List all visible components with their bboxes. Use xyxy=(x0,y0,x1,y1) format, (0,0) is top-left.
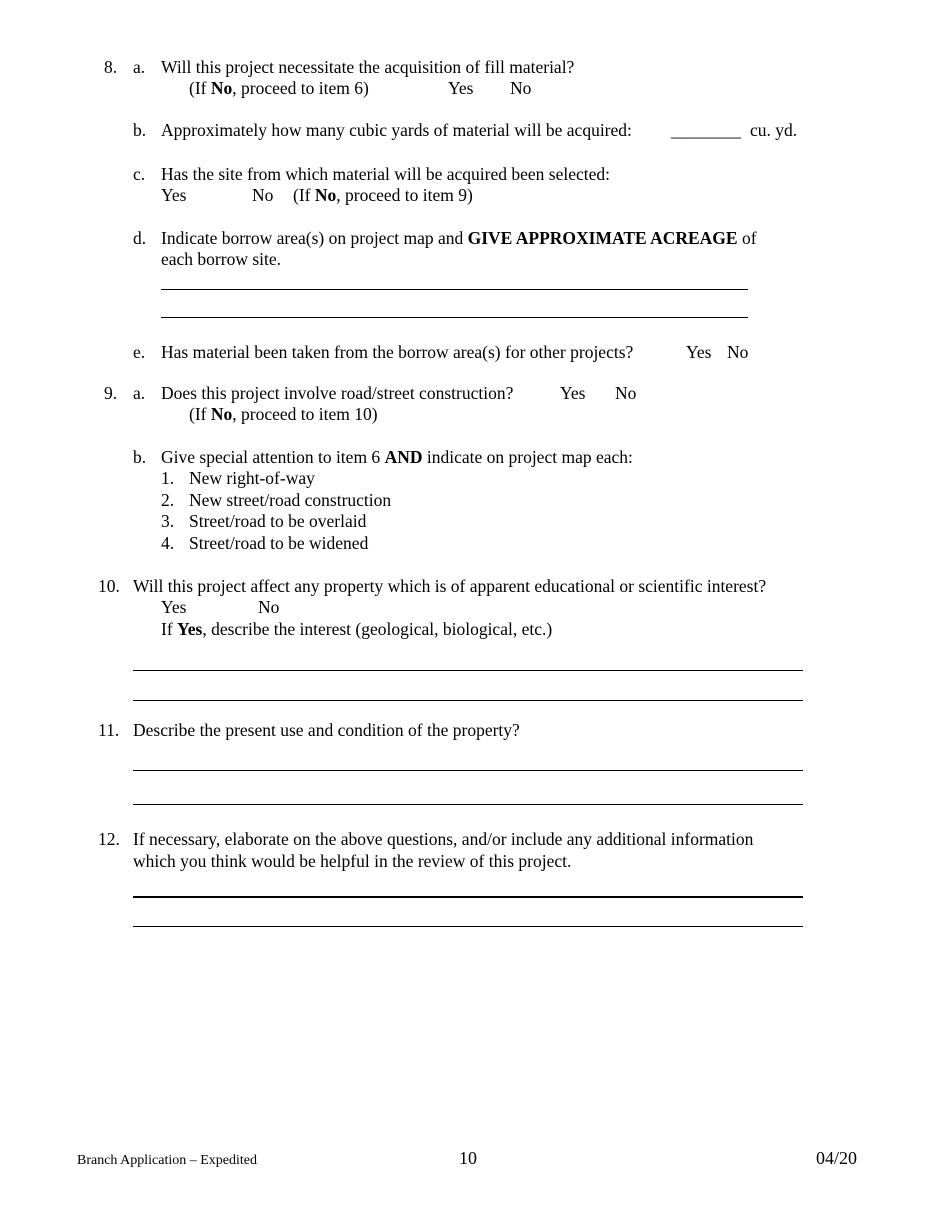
list-item-number: 3. xyxy=(161,511,175,531)
list-item-number: 1. xyxy=(161,468,175,488)
list-item-number: 2. xyxy=(161,490,175,510)
q8c-no-option[interactable]: No xyxy=(252,185,274,205)
q8e-yes-option[interactable]: Yes xyxy=(686,342,712,362)
list-item: New right-of-way xyxy=(189,468,315,488)
q12-answer-line-2[interactable] xyxy=(133,926,803,927)
q10-if-yes-instruction: If Yes, describe the interest (geological, biological, etc.) xyxy=(161,619,553,639)
q9a-yes-option[interactable]: Yes xyxy=(560,383,586,403)
q8b-question: Approximately how many cubic yards of material will be acquired: xyxy=(161,120,632,140)
q10-question: Will this project affect any property which is of apparent educational or scientific interest? xyxy=(133,576,767,596)
q10-answer-line-1[interactable] xyxy=(133,670,803,671)
q8e-no-option[interactable]: No xyxy=(727,342,749,362)
q8a-skip-note: (If No, proceed to item 6) xyxy=(189,78,369,98)
q9a-skip-note: (If No, proceed to item 10) xyxy=(189,404,378,424)
footer-revision-date: 04/20 xyxy=(816,1148,858,1168)
q9a-question: Does this project involve road/street construction? xyxy=(161,383,514,403)
q8b-letter: b. xyxy=(133,120,147,140)
q8d-question: Indicate borrow area(s) on project map and GIVE APPROXIMATE ACREAGE of xyxy=(161,228,757,248)
q8e-letter: e. xyxy=(133,342,146,362)
q9b-question: Give special attention to item 6 AND indicate on project map each: xyxy=(161,447,633,467)
list-item: New street/road construction xyxy=(189,490,392,510)
q11-number: 11. xyxy=(98,720,120,740)
q10-number: 10. xyxy=(98,576,120,596)
q9a-letter: a. xyxy=(133,383,146,403)
q8a-question: Will this project necessitate the acquisition of fill material? xyxy=(161,57,575,77)
q11-answer-line-1[interactable] xyxy=(133,770,803,771)
page-number: 10 xyxy=(459,1148,477,1168)
q8-number: 8. xyxy=(104,57,118,77)
q8d-question-line2: each borrow site. xyxy=(161,249,282,269)
list-item: Street/road to be widened xyxy=(189,533,369,553)
q12-number: 12. xyxy=(98,829,120,849)
q12-question: If necessary, elaborate on the above questions, and/or include any additional information xyxy=(133,829,754,849)
q8d-answer-line-2[interactable] xyxy=(161,317,748,318)
q11-question: Describe the present use and condition of the property? xyxy=(133,720,520,740)
q12-question-line2: which you think would be helpful in the review of this project. xyxy=(133,851,572,871)
q12-answer-line-1[interactable] xyxy=(133,896,803,898)
q8b-unit: cu. yd. xyxy=(750,120,798,140)
q10-no-option[interactable]: No xyxy=(258,597,280,617)
q9b-letter: b. xyxy=(133,447,147,467)
q8a-no-option[interactable]: No xyxy=(510,78,532,98)
q8c-skip-note: (If No, proceed to item 9) xyxy=(293,185,473,205)
q10-yes-option[interactable]: Yes xyxy=(161,597,187,617)
footer-form-name: Branch Application – Expedited xyxy=(77,1153,258,1168)
list-item: Street/road to be overlaid xyxy=(189,511,367,531)
q8b-cubic-yards-blank[interactable]: ________ xyxy=(671,120,741,140)
list-item-number: 4. xyxy=(161,533,175,553)
q8a-letter: a. xyxy=(133,57,146,77)
q8e-question: Has material been taken from the borrow area(s) for other projects? xyxy=(161,342,634,362)
q8d-letter: d. xyxy=(133,228,147,248)
q8c-letter: c. xyxy=(133,164,146,184)
q9a-no-option[interactable]: No xyxy=(615,383,637,403)
q8a-yes-option[interactable]: Yes xyxy=(448,78,474,98)
q8c-yes-option[interactable]: Yes xyxy=(161,185,187,205)
q8d-answer-line-1[interactable] xyxy=(161,289,748,290)
q8c-question: Has the site from which material will be acquired been selected: xyxy=(161,164,610,184)
q10-answer-line-2[interactable] xyxy=(133,700,803,701)
q9-number: 9. xyxy=(104,383,118,403)
q11-answer-line-2[interactable] xyxy=(133,804,803,805)
